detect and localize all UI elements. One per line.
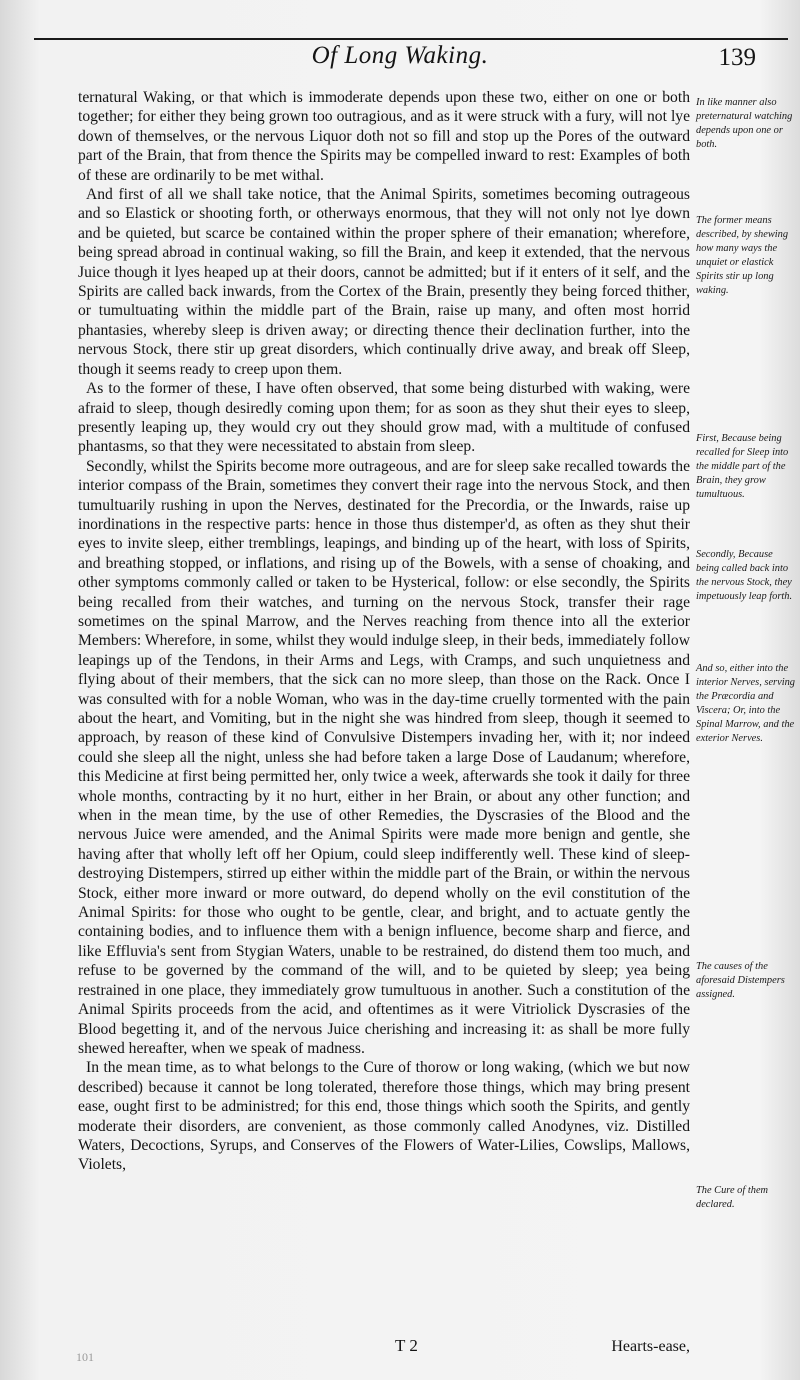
paragraph-5: In the mean time, as to what belongs to the Cure of thorow or long waking, (which we but now described) because it cannot be long tolerated, therefore those things, which may bring present ease, ought first to be administred; for this end, those things which sooth the Spirits, and gently moderate their disorders, are convenient, as those commonly called Anodynes, viz. Distilled Waters, Decoctions, Syrups, and Conserves of the Flowers of Water-Lilies, Cowslips, Mallows, Violets,: [78, 1059, 690, 1174]
margin-note-3: First, Because being recalled for Sleep into the middle part of the Brain, they grow tumultuous.: [696, 433, 789, 500]
paragraph-3: As to the former of these, I have often observed, that some being disturbed with waking, were afraid to sleep, though desiredly coming upon them; for as soon as they shut their eyes to sleep, presently leaping up, they would cry out they should grow mad, with a multitude of confused phantasms, so that they were necessitated to abstain from sleep.: [78, 380, 690, 456]
paragraph-4: Secondly, whilst the Spirits become more outrageous, and are for sleep sake recalled towards the interior compass of the Brain, sometimes they convert their rage into the nervous Stock, and then tumultuarily rushing in upon the Nerves, destinated for the Precordia, or the Inwards, raise up inordinations in the respective parts: hence in those thus distemper'd, as often as they shut their eyes to invite sleep, either tremblings, leapings, and binding up of the heart, with loss of Spirits, and breathing stopped, or inflations, and rising up of the Bowels, with a sense of choaking, and other symptoms commonly called or taken to be Hysterical, follow: or else secondly, the Spirits being recalled from their watches, and turning on the nervous Stock, transfer their rage sometimes on the spinal Marrow, and the Nerves reaching from thence into all the exterior Members: Wherefore, in some, whilst they would indulge sleep, in their beds, immediately follow leapings up of the Tendons, in their Arms and Legs, with Cramps, and such unquietness and flying about of their members, that the sick can no more sleep, than those on the Rack. Once I was consulted with for a noble Woman, who was in the day-time cruelly tormented with the pain about the heart, and Vomiting, but in the night she was hindred from sleep, though it seemed to approach, by reason of these kind of Convulsive Distempers invading her, with it; nor indeed could she sleep all the night, unless she had before taken a large Dose of Laudanum; wherefore, this Medicine at first being permitted her, only twice a week, afterwards she took it daily for three whole months, contracting by it no hurt, either in her Brain, or about any other function; and when in the mean time, by the use of other Remedies, the Dyscrasies of the Blood and the nervous Juice were amended, and the Animal Spirits were made more benign and gentle, she having after that wholly left off her Opium, could sleep indifferently well. These kind of sleep-destroying Distempers, stirred up either within the middle part of the Brain, or within the nervous Stock, either more inward or more outward, do depend wholly on the evil constitution of the Animal Spirits: for those who ought to be gentle, clear, and bright, and to actuate gently the containing bodies, and to influence them with a benign influence, become sharp and fierce, and like Effluvia's sent from Stygian Waters, unable to be restrained, do distend them too much, and refuse to be governed by the command of the will, and to be quieted by sleep; yea being restrained in one place, they immediately grow tumultuous in another. Such a constitution of the Animal Spirits proceeds from the acid, and oftentimes as it were Vitriolick Dyscrasies of the Blood begetting it, and of the nervous Juice cherishing and increasing it: as shall be more fully shewed hereafter, when we speak of madness.: [78, 457, 690, 1057]
header-rule: [34, 38, 788, 40]
paragraph-1: ternatural Waking, or that which is immoderate depends upon these two, either on one or both together; for either they being grown too outragious, and as it were struck with a fury, will not lye down of themselves, or the nervous Liquor doth not so fill and stop up the Pores of the outward part of the Brain, that from thence the Spirits may be compelled inward to rest: Examples of both of these are ordinarily to be met withal.: [78, 89, 690, 184]
signature-mark: T 2: [395, 1336, 418, 1355]
running-head: Of Long Waking.: [311, 42, 489, 69]
margin-note-5: And so, either into the interior Nerves, serving the Præcordia and Viscera; Or, into the Spinal Marrow, and the exterior Nerves.: [696, 663, 795, 744]
margin-note-1: In like manner also preternatural watching depends upon one or both.: [696, 97, 793, 150]
faint-mark: 101: [76, 1350, 94, 1364]
paragraph-2: And first of all we shall take notice, that the Animal Spirits, sometimes becoming outrageous and so Elastick or shooting forth, or otherways enormous, that they will not only not lye down and be quieted, but scarce be contained within the proper sphere of their emanation; wherefore, being spread abroad in continual waking, so fill the Brain, and keep it extended, that the nervous Juice though it lyes heaped up at their doors, cannot be admitted; but if it enters of it self, and the Spirits are called back inwards, from the Cortex of the Brain, presently they being forced thither, or tumultuating within the middle part of the Brain, raise up many, and often most horrid phantasies, whereby sleep is driven away; or directing thence their declination further, into the nervous Stock, there stir up great disorders, which continually drive away, and break off Sleep, though it seems ready to creep upon them.: [78, 186, 690, 378]
margin-note-7: The Cure of them declared.: [696, 1185, 769, 1210]
margin-note-6: The causes of the aforesaid Distempers assigned.: [696, 961, 785, 1000]
catchword: Hearts-ease,: [611, 1338, 690, 1355]
page-number: 139: [718, 44, 756, 71]
margin-note-2: The former means described, by shewing how many ways the unquiet or elastick Spirits stir up long waking.: [696, 215, 789, 296]
body-text: [78, 88, 690, 1175]
margin-note-4: Secondly, Because being called back into the nervous Stock, they impetuously leap forth.: [696, 549, 793, 602]
